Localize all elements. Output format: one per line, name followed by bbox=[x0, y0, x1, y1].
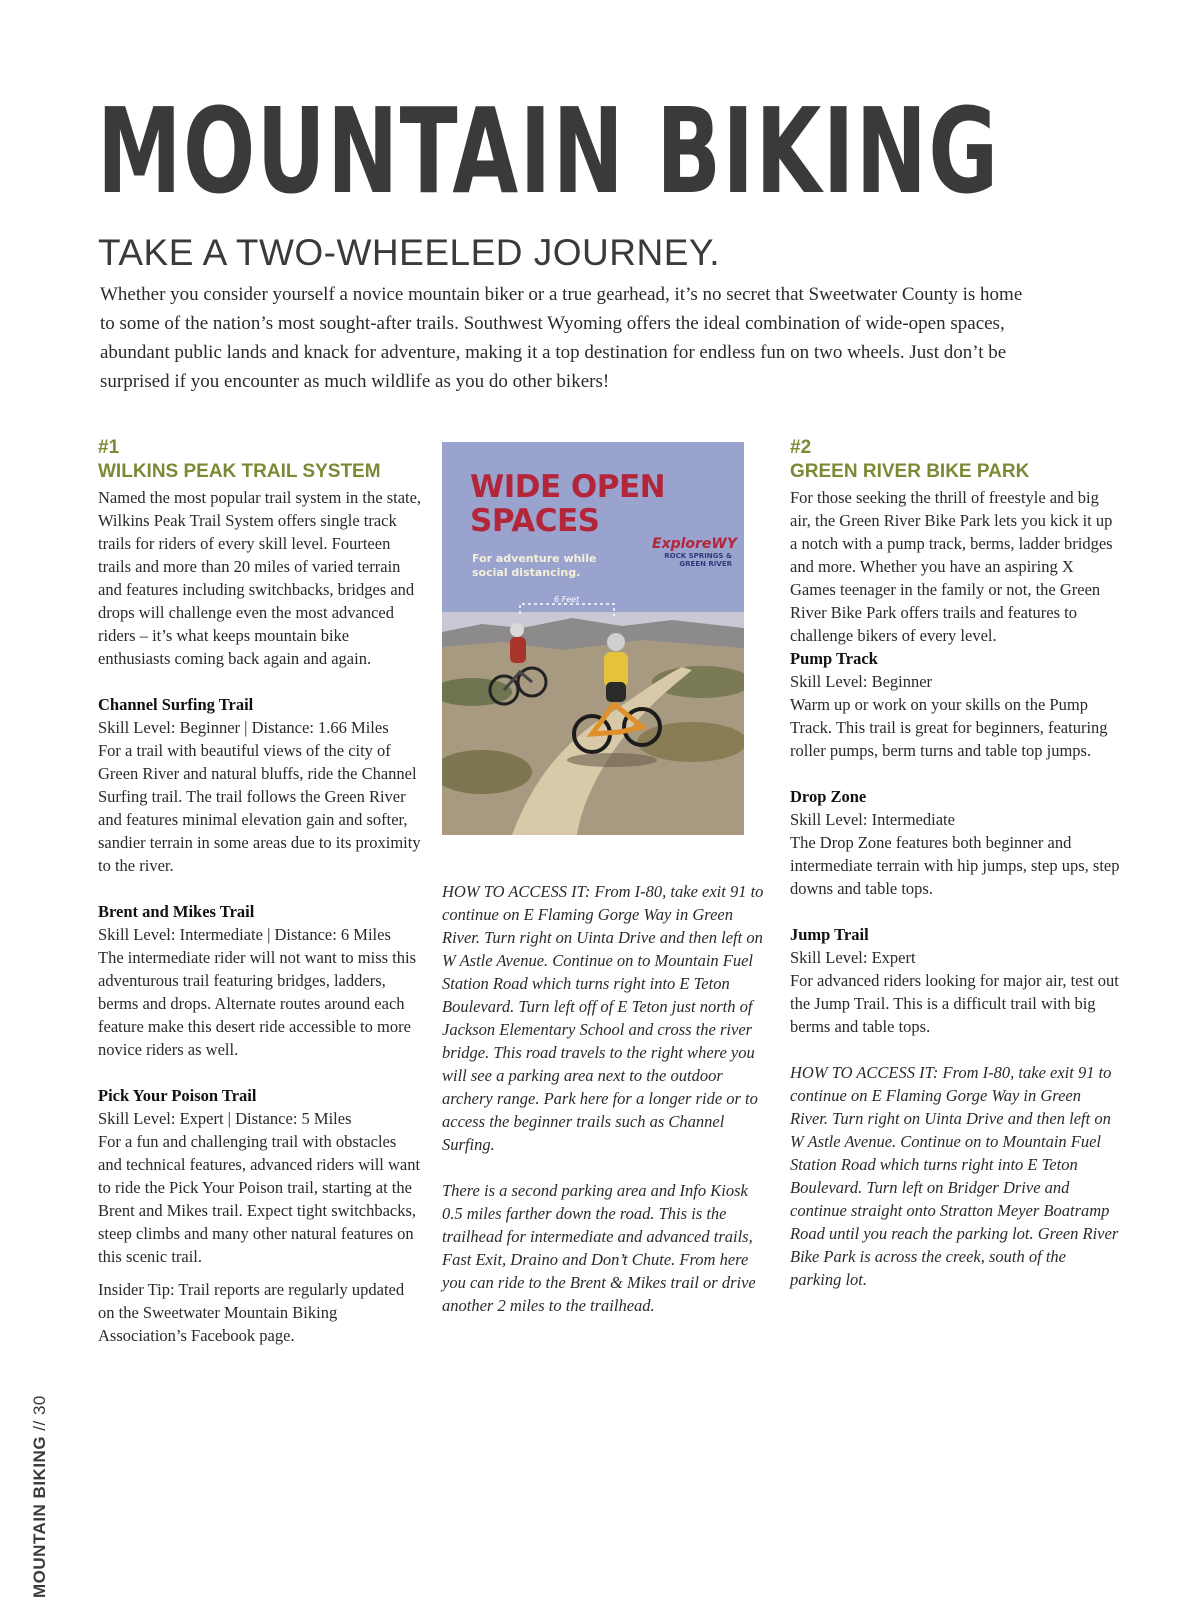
access-wilkins-peak bbox=[442, 880, 767, 1317]
access-directions: HOW TO ACCESS IT: From I-80, take exit 91 to continue on E Flaming Gorge Way in Green River. Turn right on Uinta Drive and then left on W Astle Avenue. Continue on to Mountain Fuel Station Road which turns right into E Teton Boulevard. Turn left off of E Teton just north of Jackson Elementary School and cross the river bridge. This road travels to the right where you will see a parking area next to the outdoor archery range. Park here for a longer ride or to access the beginner trails such as Channel Surfing. bbox=[442, 882, 764, 1154]
page-number: 30 bbox=[30, 1395, 49, 1416]
column-green-river-bike-park bbox=[790, 436, 1120, 1291]
feature-name: Pump Track bbox=[790, 649, 878, 668]
footer-section: MOUNTAIN BIKING bbox=[30, 1435, 49, 1598]
trail-entry bbox=[98, 1084, 423, 1268]
section-number: #2 bbox=[790, 437, 812, 458]
section-heading: GREEN RIVER BIKE PARK bbox=[790, 461, 1030, 482]
feature-meta: Skill Level: Intermediate bbox=[790, 810, 955, 829]
page-title: MOUNTAIN BIKING bbox=[97, 82, 1000, 220]
trail-entry bbox=[98, 900, 423, 1061]
feature-name: Drop Zone bbox=[790, 787, 867, 806]
section-heading: WILKINS PEAK TRAIL SYSTEM bbox=[98, 461, 381, 482]
wide-open-spaces-poster bbox=[442, 442, 744, 835]
intro-paragraph: Whether you consider yourself a novice mountain biker or a true gearhead, it’s no secret that Sweetwater County is home to some of the nation’s most sought-after trails. Southwest Wyoming offers the ideal combination of wide-open spaces, abundant public lands and knack for adventure, making it a top destination for endless fun on two wheels. Just don’t be surprised if you encounter as much wildlife as you do other bikers! bbox=[100, 284, 1023, 392]
poster-subline: For adventure while social distancing. bbox=[472, 552, 597, 579]
logo-tagline: ROCK SPRINGS & GREEN RIVER bbox=[664, 552, 732, 568]
trail-description: For a trail with beautiful views of the city of Green River and natural bluffs, ride the Channel Surfing trail. The trail follows the Green River and features minimal elevation gain and softer, sandier terrain in some areas due to its proximity to the river. bbox=[98, 741, 421, 875]
feature-description: Warm up or work on your skills on the Pump Track. This trail is great for beginners, featuring roller pumps, berm turns and table top jumps. bbox=[790, 695, 1108, 760]
trail-meta: Skill Level: Expert | Distance: 5 Miles bbox=[98, 1109, 352, 1128]
trail-meta: Skill Level: Beginner | Distance: 1.66 Miles bbox=[98, 718, 389, 737]
feature-meta: Skill Level: Expert bbox=[790, 948, 916, 967]
feature-entry bbox=[790, 923, 1120, 1038]
section-description: Named the most popular trail system in the state, Wilkins Peak Trail System offers single track trails for riders of every skill level. Fourteen trails and more than 20 miles of varied terrain and features including switchbacks, bridges and drops will challenge even the most advanced riders – it’s what keeps mountain bike enthusiasts coming back again and again. bbox=[98, 488, 422, 668]
access-second-parking: There is a second parking area and Info Kiosk 0.5 miles farther down the road. This is the trailhead for intermediate and advanced trails, Fast Exit, Draino and Don’t Chute. From here you can ride to the Brent & Mikes trail or drive another 2 miles to the trailhead. bbox=[442, 1181, 756, 1315]
explorewy-logo bbox=[652, 536, 738, 568]
access-directions: HOW TO ACCESS IT: From I-80, take exit 91 to continue on E Flaming Gorge Way in Green River. Turn right on Uinta Drive and then left on W Astle Avenue. Continue on to Mountain Fuel Station Road which turns right into E Teton Boulevard. Turn left on Bridger Drive and continue straight onto Stratton Meyer Boatramp Road until you reach the parking lot. Green River Bike Park is across the creek, south of the parking lot. bbox=[790, 1063, 1119, 1289]
trail-description: The intermediate rider will not want to miss this adventurous trail featuring bridges, ladders, berms and drops. Alternate routes around each feature make this desert ride accessible to more novice riders as well. bbox=[98, 948, 417, 1059]
footer-separator: // bbox=[30, 1415, 49, 1436]
poster-headline-line: WIDE OPEN bbox=[470, 469, 666, 505]
trail-entry bbox=[98, 693, 423, 877]
poster-headline-line: SPACES bbox=[470, 503, 600, 539]
feature-entry bbox=[790, 647, 1120, 762]
feature-entry bbox=[790, 785, 1120, 900]
section-number: #1 bbox=[98, 437, 120, 458]
page-subtitle: TAKE A TWO-WHEELED JOURNEY. bbox=[98, 232, 721, 273]
feature-description: For advanced riders looking for major air, test out the Jump Trail. This is a difficult trail with big berms and table tops. bbox=[790, 971, 1119, 1036]
page-footer bbox=[30, 1338, 56, 1598]
trail-meta: Skill Level: Intermediate | Distance: 6 Miles bbox=[98, 925, 391, 944]
insider-tip: Insider Tip: Trail reports are regularly updated on the Sweetwater Mountain Biking Association’s Facebook page. bbox=[98, 1280, 405, 1345]
logo-brand: ExploreWY bbox=[652, 536, 738, 552]
feature-meta: Skill Level: Beginner bbox=[790, 672, 933, 691]
distance-label: 6 Feet bbox=[554, 595, 580, 604]
column-wilkins-peak bbox=[98, 436, 423, 1347]
section-description: For those seeking the thrill of freestyle and big air, the Green River Bike Park lets you kick it up a notch with a pump track, berms, ladder bridges and more. Whether you have an aspiring X Games teenager in the family or not, the Green River Bike Park offers trails and features to challenge bikers of every level. bbox=[790, 488, 1113, 645]
trail-name: Brent and Mikes Trail bbox=[98, 902, 255, 921]
trail-description: For a fun and challenging trail with obstacles and technical features, advanced riders will want to ride the Pick Your Poison trail, starting at the Brent and Mikes trail. Expect tight switchbacks, steep climbs and many other natural features on this scenic trail. bbox=[98, 1132, 421, 1266]
trail-name: Channel Surfing Trail bbox=[98, 695, 254, 714]
feature-description: The Drop Zone features both beginner and intermediate terrain with hip jumps, step ups, step downs and table tops. bbox=[790, 833, 1120, 898]
poster-headline bbox=[470, 470, 730, 538]
feature-name: Jump Trail bbox=[790, 925, 869, 944]
trail-name: Pick Your Poison Trail bbox=[98, 1086, 257, 1105]
